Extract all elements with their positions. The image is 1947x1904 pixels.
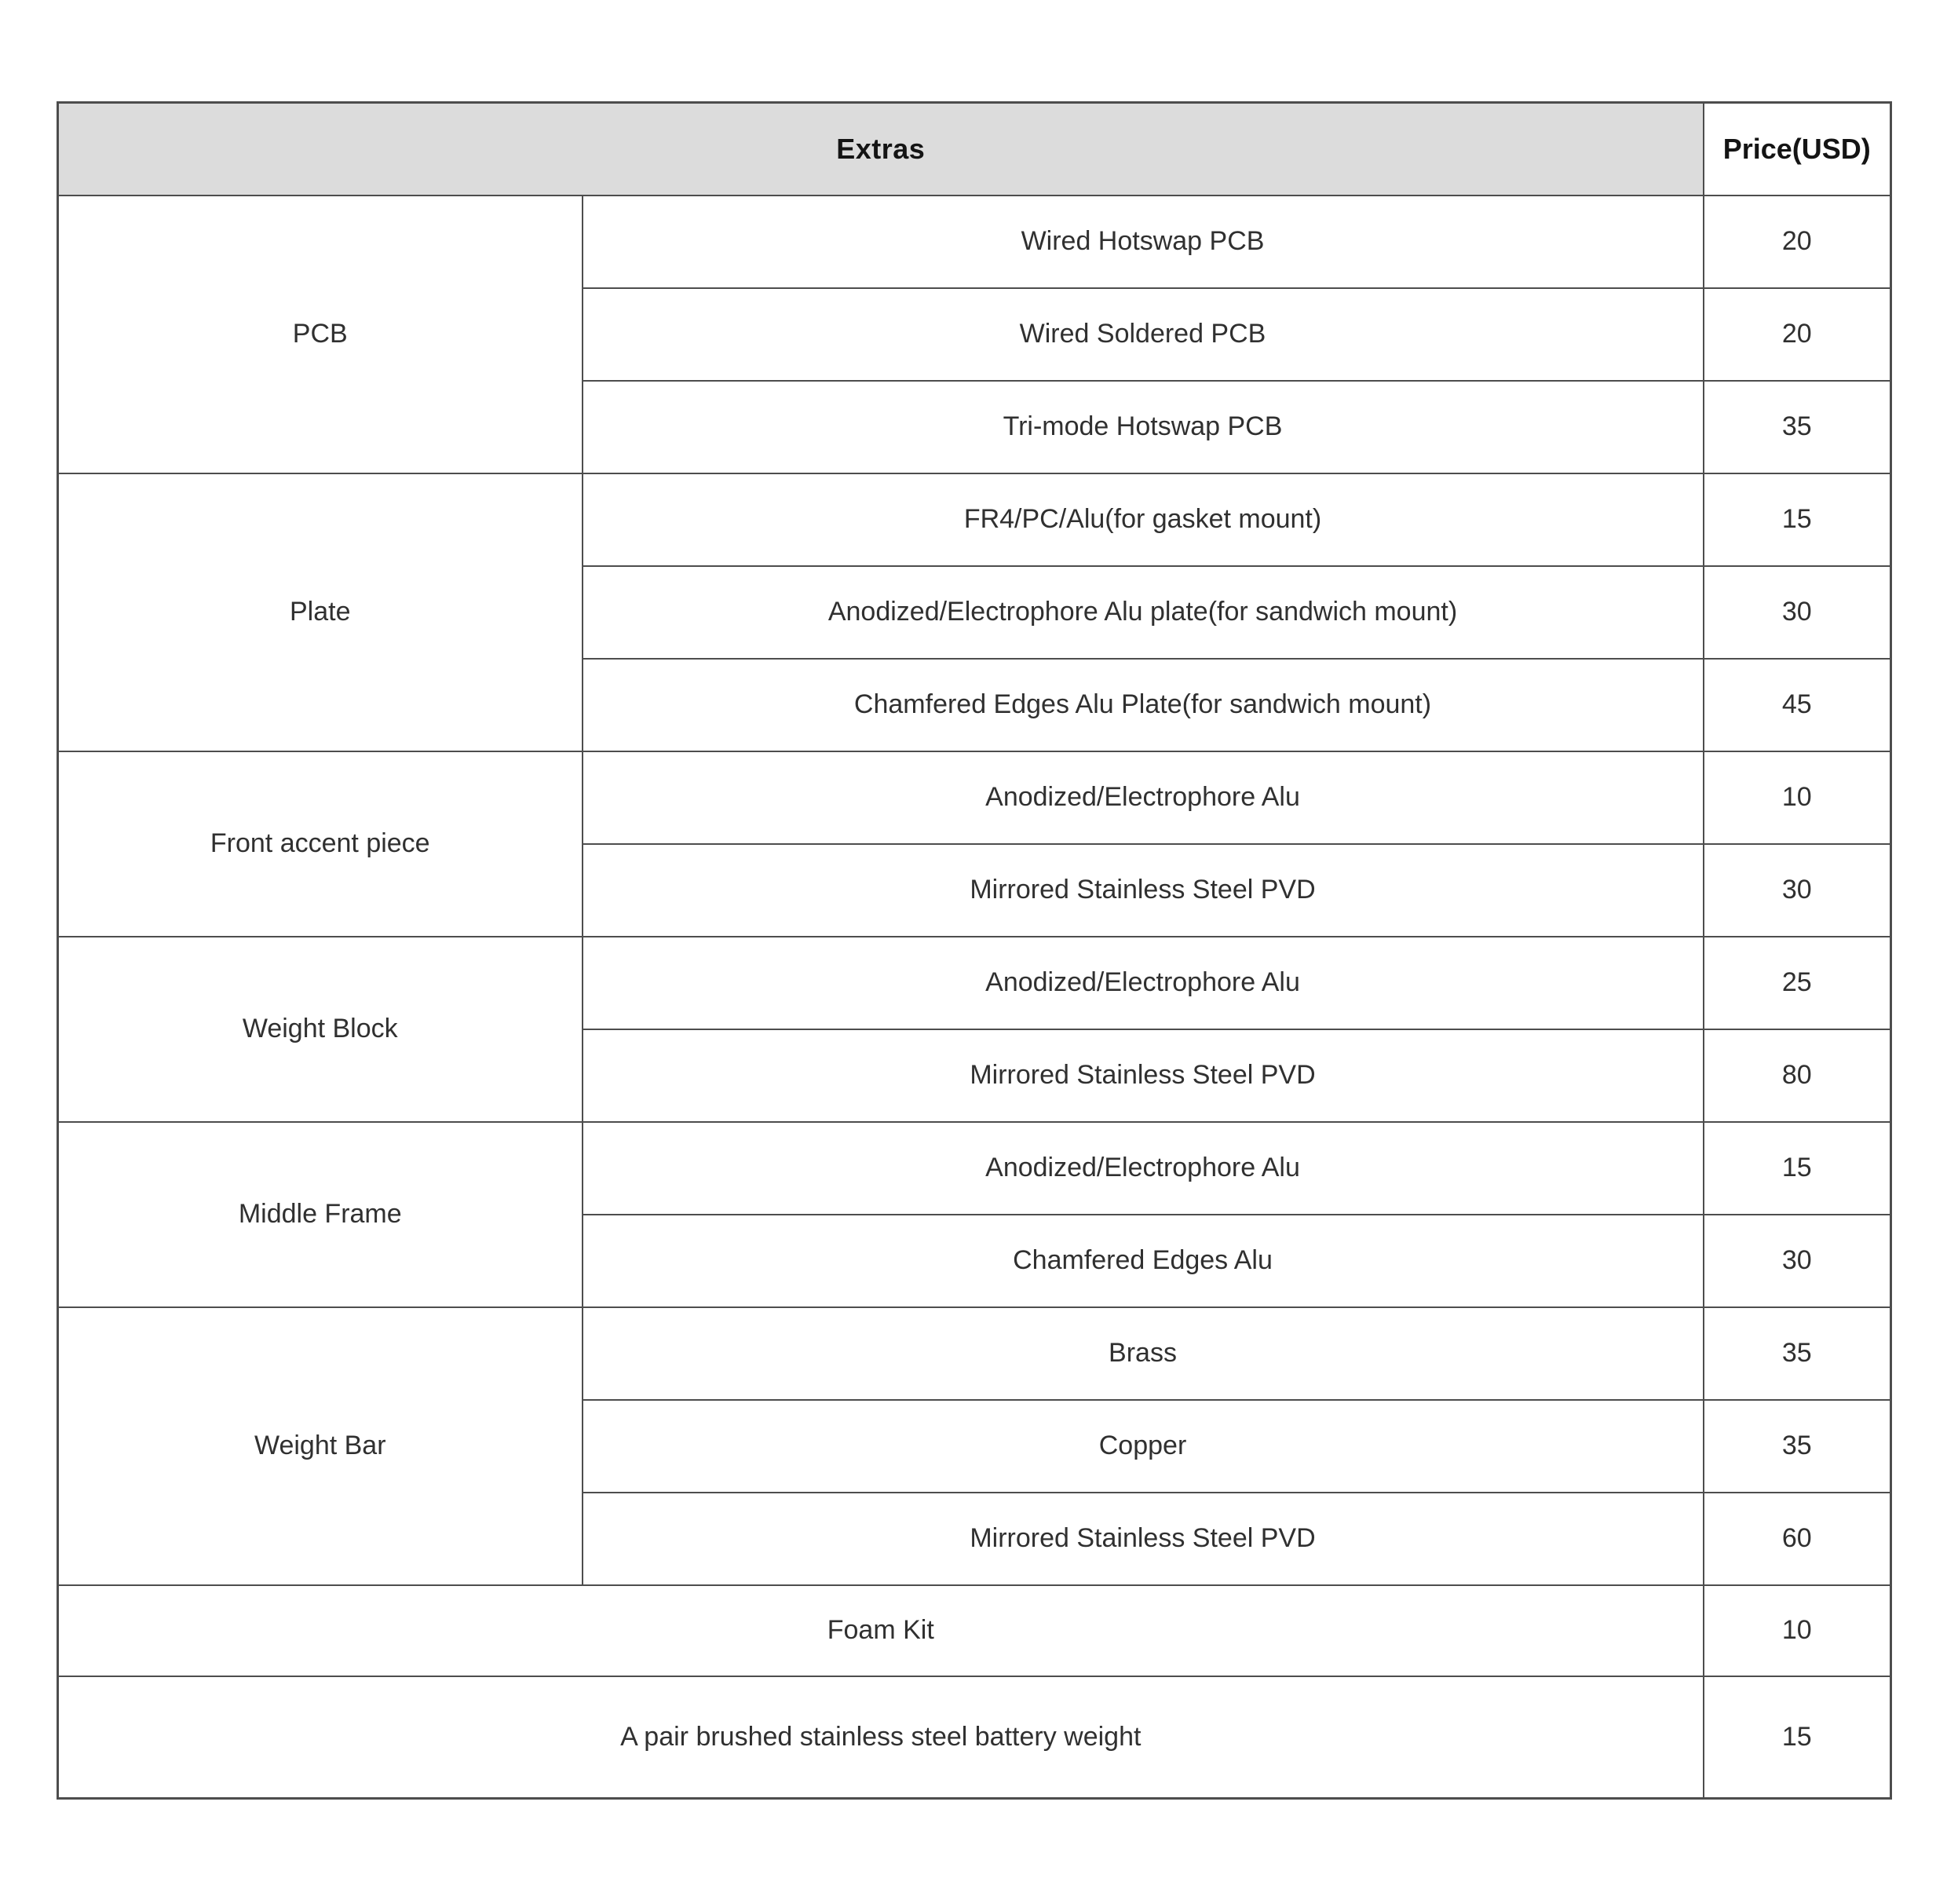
price-cell: 30 (1704, 566, 1891, 659)
category-cell-middle-frame: Middle Frame (58, 1122, 583, 1307)
price-cell: 25 (1704, 937, 1891, 1029)
item-cell: Anodized/Electrophore Alu (583, 751, 1704, 844)
item-cell: Brass (583, 1307, 1704, 1400)
table-row (58, 937, 1891, 1029)
price-column-header: Price(USD) (1704, 103, 1891, 196)
table-row (58, 473, 1891, 566)
item-cell: FR4/PC/Alu(for gasket mount) (583, 473, 1704, 566)
price-cell: 35 (1704, 1307, 1891, 1400)
item-cell: Anodized/Electrophore Alu (583, 1122, 1704, 1215)
price-cell: 10 (1704, 751, 1891, 844)
item-cell: Tri-mode Hotswap PCB (583, 381, 1704, 473)
table-row (58, 751, 1891, 844)
table-row (58, 1122, 1891, 1215)
item-cell-foam-kit: Foam Kit (58, 1585, 1704, 1676)
price-cell: 35 (1704, 1400, 1891, 1493)
category-cell-pcb: PCB (58, 196, 583, 473)
item-cell: Wired Hotswap PCB (583, 196, 1704, 288)
price-cell: 60 (1704, 1493, 1891, 1585)
price-cell: 10 (1704, 1585, 1891, 1676)
price-cell: 30 (1704, 1215, 1891, 1307)
extras-column-header: Extras (58, 103, 1704, 196)
price-cell: 20 (1704, 288, 1891, 381)
table-row (58, 1585, 1891, 1676)
item-cell: Mirrored Stainless Steel PVD (583, 1493, 1704, 1585)
price-cell: 20 (1704, 196, 1891, 288)
category-cell-front-accent-piece: Front accent piece (58, 751, 583, 937)
item-cell: Copper (583, 1400, 1704, 1493)
price-cell: 15 (1704, 473, 1891, 566)
price-cell: 35 (1704, 381, 1891, 473)
category-cell-weight-bar: Weight Bar (58, 1307, 583, 1585)
price-cell: 15 (1704, 1122, 1891, 1215)
item-cell: Chamfered Edges Alu Plate(for sandwich mount) (583, 659, 1704, 751)
item-cell: Wired Soldered PCB (583, 288, 1704, 381)
category-cell-weight-block: Weight Block (58, 937, 583, 1122)
table-header-row (58, 103, 1891, 196)
item-cell: Mirrored Stainless Steel PVD (583, 844, 1704, 937)
price-cell: 80 (1704, 1029, 1891, 1122)
extras-price-table (57, 101, 1892, 1800)
price-cell: 45 (1704, 659, 1891, 751)
item-cell: Chamfered Edges Alu (583, 1215, 1704, 1307)
item-cell: Anodized/Electrophore Alu plate(for sandwich mount) (583, 566, 1704, 659)
item-cell: Mirrored Stainless Steel PVD (583, 1029, 1704, 1122)
price-cell: 30 (1704, 844, 1891, 937)
table-row (58, 1307, 1891, 1400)
table-row (58, 1676, 1891, 1799)
price-cell: 15 (1704, 1676, 1891, 1799)
table-row (58, 196, 1891, 288)
item-cell: Anodized/Electrophore Alu (583, 937, 1704, 1029)
item-cell-battery-weight: A pair brushed stainless steel battery weight (58, 1676, 1704, 1799)
category-cell-plate: Plate (58, 473, 583, 751)
